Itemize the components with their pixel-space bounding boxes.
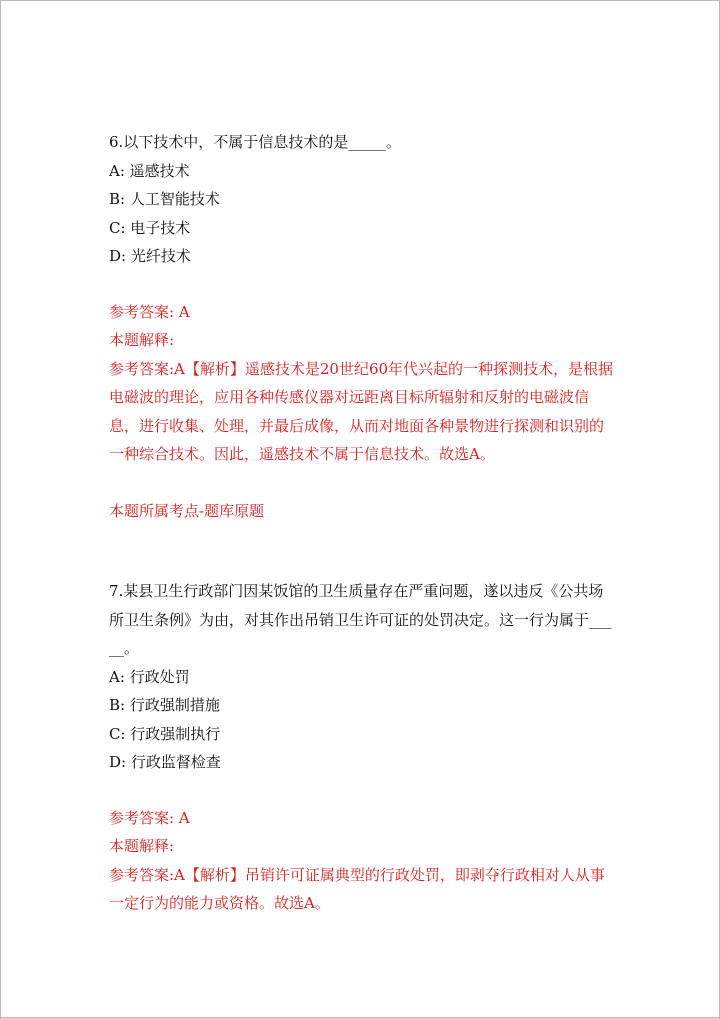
answer-line: 参考答案: A [109, 302, 190, 321]
option-a: A: 遥感技术 [109, 161, 190, 180]
explanation-text: 参考答案:A【解析】遥感技术是20世纪60年代兴起的一种探测技术，是根据电磁波的理论，应用各种传感仪器对远距离目标所辐射和反射的电磁波信息，进行收集、处理，并最后成像，从而对地面各种景物进行探测和识别的一种综合技术。因此，遥感技术不属于信息技术。故选A。 [109, 359, 614, 463]
option-c: C: 电子技术 [109, 218, 191, 237]
option-d: D: 光纤技术 [109, 247, 191, 265]
topic-line: 本题所属考点-题库原题 [109, 501, 265, 520]
option-d: D: 行政监督检查 [109, 753, 221, 771]
spacer [109, 271, 614, 298]
spacer [109, 777, 614, 804]
question-stem: 7.某县卫生行政部门因某饭馆的卫生质量存在严重问题，遂以违反《公共场所卫生条例》为由，对其作出吊销卫生许可证的处罚决定。这一行为属于_____。 [109, 582, 612, 657]
explanation-label: 本题解释: [109, 331, 175, 349]
answer-block-6 [109, 298, 614, 469]
question-6 [109, 128, 614, 271]
answer-block-7 [109, 804, 614, 918]
option-b: B: 人工智能技术 [109, 190, 220, 208]
spacer [109, 525, 614, 577]
document-body [109, 128, 614, 918]
question-7 [109, 577, 614, 777]
spacer [109, 469, 614, 497]
option-c: C: 行政强制执行 [109, 724, 221, 743]
option-a: A: 行政处罚 [109, 667, 190, 686]
option-b: B: 行政强制措施 [109, 696, 220, 714]
explanation-text: 参考答案:A【解析】吊销许可证属典型的行政处罚，即剥夺行政相对人从事一定行为的能力或资格。故选A。 [109, 865, 605, 912]
question-stem: 6.以下技术中，不属于信息技术的是_____。 [109, 133, 401, 151]
answer-line: 参考答案: A [109, 808, 190, 827]
explanation-label: 本题解释: [109, 837, 175, 855]
